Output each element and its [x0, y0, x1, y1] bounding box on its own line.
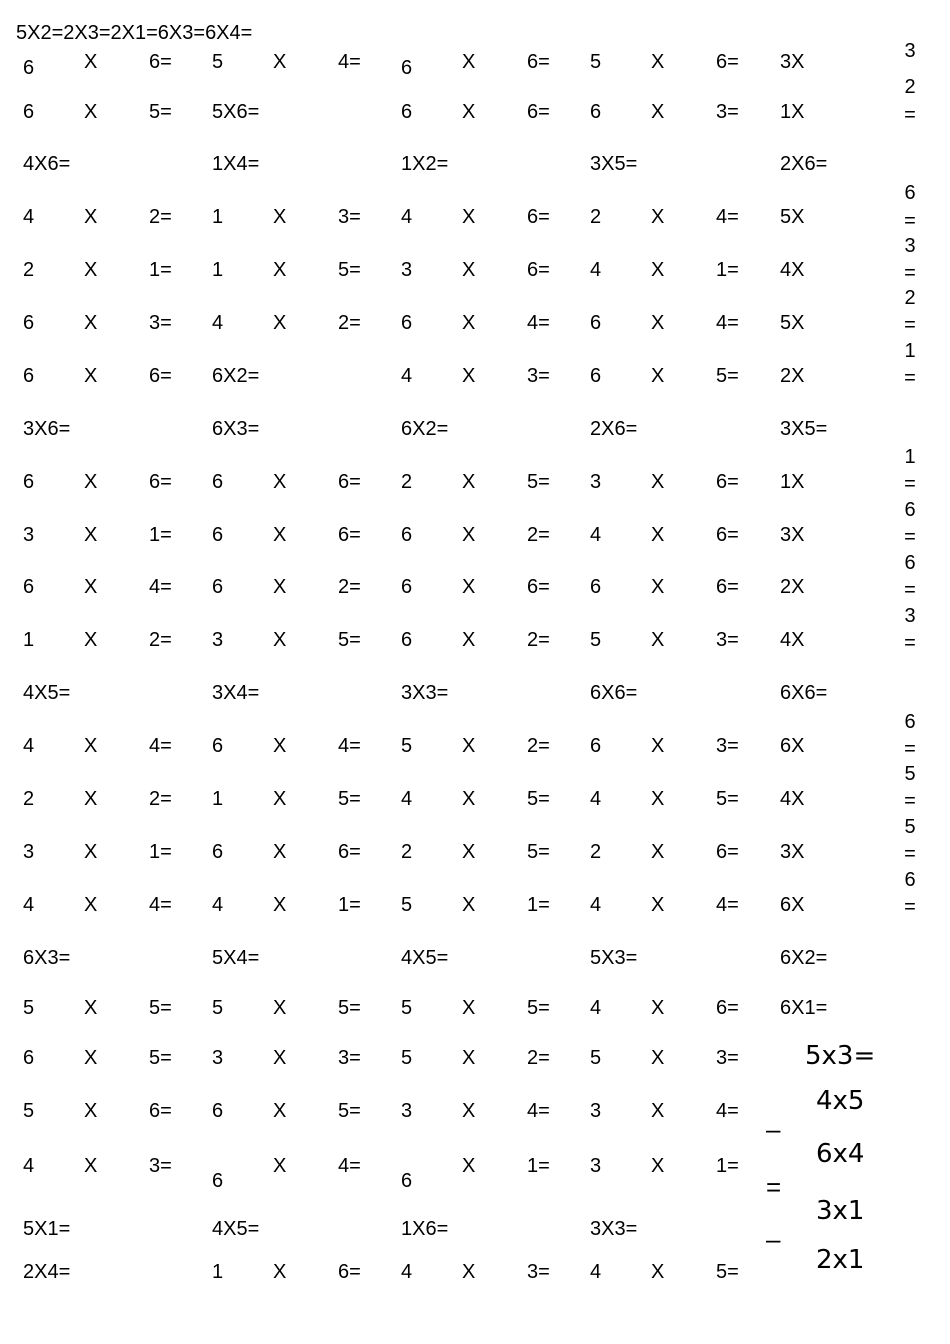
times-sign: X	[651, 997, 665, 1019]
problem-operand: 6	[23, 365, 35, 387]
problem-expression: 6X	[780, 735, 805, 757]
times-sign: X	[462, 1155, 476, 1177]
problem-result: 3=	[527, 1261, 550, 1283]
problem-result: 6=	[527, 51, 550, 73]
problem-expression: 1X4=	[212, 153, 260, 175]
times-sign: X	[651, 259, 665, 281]
times-sign: X	[84, 1047, 98, 1069]
problem-result: 3=	[716, 735, 739, 757]
problem-expression: 3X3=	[401, 682, 449, 704]
problem-result: 4=	[716, 312, 739, 334]
times-sign: X	[651, 735, 665, 757]
problem-expression: 4X5=	[401, 947, 449, 969]
problem-result: 5=	[527, 841, 550, 863]
problem-operand: 4	[401, 206, 413, 228]
times-sign: X	[462, 997, 476, 1019]
problem-operand: 5	[212, 51, 224, 73]
problem-operand: 5	[590, 1047, 602, 1069]
times-sign: X	[273, 576, 287, 598]
times-sign: X	[462, 51, 476, 73]
problem-expression: 6X3=	[212, 418, 260, 440]
times-sign: X	[84, 576, 98, 598]
problem-result: 1=	[149, 524, 172, 546]
times-sign: X	[84, 1155, 98, 1177]
problem-operand: 6	[401, 101, 413, 123]
right-column-text: 3	[904, 235, 916, 257]
problem-expression: 3X	[780, 51, 805, 73]
problem-result: 2=	[527, 629, 550, 651]
problem-operand: 6	[590, 312, 602, 334]
problem-operand: 2	[590, 206, 602, 228]
problem-expression: 6X3=	[23, 947, 71, 969]
problem-operand: 5	[401, 894, 413, 916]
problem-operand: 2	[23, 788, 35, 810]
times-sign: X	[273, 206, 287, 228]
problem-result: 6=	[716, 576, 739, 598]
problem-expression: 2X	[780, 365, 805, 387]
bottom-right-item: 4x5	[816, 1086, 865, 1116]
bottom-right-item: 5x3=	[805, 1041, 876, 1071]
problem-result: 6=	[149, 365, 172, 387]
problem-operand: 6	[590, 365, 602, 387]
times-sign: X	[84, 629, 98, 651]
problem-result: 4=	[149, 894, 172, 916]
problem-operand: 4	[590, 524, 602, 546]
right-column-text: =	[904, 314, 916, 336]
right-column-text: =	[904, 843, 916, 865]
problem-result: 6=	[716, 997, 739, 1019]
right-column-text: =	[904, 896, 916, 918]
problem-result: 5=	[338, 997, 361, 1019]
problem-result: 5=	[338, 629, 361, 651]
problem-operand: 4	[590, 259, 602, 281]
times-sign: X	[462, 1261, 476, 1283]
problem-expression: 6X6=	[780, 682, 828, 704]
problem-operand: 3	[590, 1100, 602, 1122]
problem-expression: 5X1=	[23, 1218, 71, 1240]
problem-operand: 3	[212, 1047, 224, 1069]
times-sign: X	[651, 1261, 665, 1283]
times-sign: X	[651, 576, 665, 598]
times-sign: X	[273, 788, 287, 810]
problem-result: 4=	[716, 894, 739, 916]
times-sign: X	[651, 788, 665, 810]
times-sign: X	[651, 471, 665, 493]
problem-operand: 6	[401, 57, 413, 79]
problem-result: 4=	[716, 206, 739, 228]
right-column-text: 6	[904, 869, 916, 891]
problem-expression: 4X6=	[23, 153, 71, 175]
problem-result: 6=	[338, 471, 361, 493]
problem-result: 3=	[527, 365, 550, 387]
problem-operand: 3	[590, 471, 602, 493]
times-sign: X	[84, 894, 98, 916]
times-sign: X	[462, 365, 476, 387]
problem-expression: 5X4=	[212, 947, 260, 969]
problem-operand: 6	[23, 471, 35, 493]
problem-expression: 2X4=	[23, 1261, 71, 1283]
times-sign: X	[273, 471, 287, 493]
problem-operand: 2	[401, 471, 413, 493]
problem-result: 5=	[527, 471, 550, 493]
problem-result: 4=	[716, 1100, 739, 1122]
problem-result: 3=	[149, 1155, 172, 1177]
problem-operand: 4	[590, 997, 602, 1019]
problem-result: 6=	[527, 576, 550, 598]
problem-result: 1=	[527, 1155, 550, 1177]
times-sign: X	[84, 997, 98, 1019]
problem-result: 6=	[338, 1261, 361, 1283]
times-sign: X	[651, 51, 665, 73]
problem-operand: 6	[212, 576, 224, 598]
times-sign: X	[273, 1155, 287, 1177]
problem-result: 4=	[149, 735, 172, 757]
problem-expression: 4X	[780, 629, 805, 651]
problem-result: 5=	[527, 997, 550, 1019]
problem-expression: 3X	[780, 524, 805, 546]
right-column-text: =	[904, 790, 916, 812]
problem-operand: 2	[590, 841, 602, 863]
problem-result: 5=	[716, 365, 739, 387]
problem-result: 3=	[716, 101, 739, 123]
problem-result: 3=	[338, 1047, 361, 1069]
problem-operand: 6	[212, 841, 224, 863]
problem-operand: 4	[23, 894, 35, 916]
problem-result: 1=	[527, 894, 550, 916]
times-sign: X	[462, 206, 476, 228]
times-sign: X	[462, 312, 476, 334]
problem-operand: 3	[23, 841, 35, 863]
problem-expression: 3X5=	[780, 418, 828, 440]
problem-result: 6=	[527, 259, 550, 281]
times-sign: X	[651, 894, 665, 916]
problem-operand: 4	[23, 206, 35, 228]
times-sign: X	[84, 206, 98, 228]
problem-result: 6=	[149, 1100, 172, 1122]
bottom-right-item: 6x4	[816, 1139, 865, 1169]
times-sign: X	[84, 259, 98, 281]
problem-result: 5=	[527, 788, 550, 810]
problem-expression: 2X6=	[590, 418, 638, 440]
times-sign: X	[84, 101, 98, 123]
problem-expression: 6X1=	[780, 997, 828, 1019]
bottom-right-mark: –	[766, 1114, 781, 1144]
problem-result: 5=	[149, 101, 172, 123]
times-sign: X	[273, 841, 287, 863]
problem-operand: 6	[401, 524, 413, 546]
right-column-text: =	[904, 738, 916, 760]
bottom-right-item: 3x1	[816, 1196, 865, 1226]
problem-operand: 6	[212, 1100, 224, 1122]
problem-expression: 4X	[780, 259, 805, 281]
problem-result: 6=	[527, 206, 550, 228]
problem-operand: 5	[212, 997, 224, 1019]
problem-result: 6=	[716, 471, 739, 493]
right-column-text: =	[904, 579, 916, 601]
times-sign: X	[273, 1047, 287, 1069]
problem-operand: 4	[212, 894, 224, 916]
times-sign: X	[273, 51, 287, 73]
problem-operand: 6	[401, 576, 413, 598]
right-column-text: 3	[904, 40, 916, 62]
problem-result: 4=	[338, 1155, 361, 1177]
problem-result: 2=	[149, 206, 172, 228]
right-column-text: 6	[904, 182, 916, 204]
times-sign: X	[462, 1047, 476, 1069]
problem-operand: 6	[23, 101, 35, 123]
problem-expression: 1X	[780, 101, 805, 123]
problem-expression: 1X6=	[401, 1218, 449, 1240]
problem-result: 3=	[149, 312, 172, 334]
right-column-text: =	[904, 526, 916, 548]
times-sign: X	[273, 312, 287, 334]
problem-result: 2=	[338, 576, 361, 598]
times-sign: X	[462, 629, 476, 651]
problem-operand: 1	[212, 1261, 224, 1283]
problem-expression: 6X6=	[590, 682, 638, 704]
problem-result: 3=	[716, 629, 739, 651]
right-column-text: 1	[904, 340, 916, 362]
problem-operand: 5	[590, 629, 602, 651]
problem-result: 1=	[716, 259, 739, 281]
problem-operand: 5	[590, 51, 602, 73]
problem-result: 5=	[716, 788, 739, 810]
problem-expression: 4X	[780, 788, 805, 810]
times-sign: X	[651, 1047, 665, 1069]
right-column-text: 3	[904, 605, 916, 627]
problem-operand: 4	[590, 788, 602, 810]
bottom-right-mark: –	[766, 1224, 781, 1254]
problem-operand: 4	[401, 365, 413, 387]
right-column-text: 2	[904, 76, 916, 98]
problem-operand: 2	[23, 259, 35, 281]
times-sign: X	[273, 259, 287, 281]
problem-result: 2=	[149, 788, 172, 810]
problem-operand: 4	[401, 1261, 413, 1283]
times-sign: X	[462, 101, 476, 123]
problem-operand: 6	[23, 576, 35, 598]
times-sign: X	[462, 1100, 476, 1122]
right-column-text: =	[904, 473, 916, 495]
right-column-text: 6	[904, 499, 916, 521]
times-sign: X	[84, 524, 98, 546]
times-sign: X	[84, 471, 98, 493]
right-column-text: =	[904, 210, 916, 232]
times-sign: X	[462, 576, 476, 598]
problem-operand: 4	[23, 1155, 35, 1177]
problem-operand: 6	[401, 312, 413, 334]
times-sign: X	[84, 51, 98, 73]
problem-result: 6=	[338, 841, 361, 863]
times-sign: X	[462, 735, 476, 757]
times-sign: X	[651, 206, 665, 228]
problem-expression: 3X3=	[590, 1218, 638, 1240]
problem-expression: 1X2=	[401, 153, 449, 175]
problem-expression: 6X	[780, 894, 805, 916]
problem-result: 3=	[338, 206, 361, 228]
times-sign: X	[84, 312, 98, 334]
problem-result: 2=	[527, 524, 550, 546]
problem-expression: 6X2=	[780, 947, 828, 969]
problem-expression: 5X	[780, 312, 805, 334]
times-sign: X	[462, 788, 476, 810]
problem-result: 5=	[338, 788, 361, 810]
times-sign: X	[84, 788, 98, 810]
problem-operand: 5	[401, 735, 413, 757]
times-sign: X	[651, 524, 665, 546]
times-sign: X	[462, 524, 476, 546]
problem-result: 4=	[338, 51, 361, 73]
problem-result: 5=	[716, 1261, 739, 1283]
times-sign: X	[84, 735, 98, 757]
problem-result: 6=	[527, 101, 550, 123]
problem-result: 4=	[149, 576, 172, 598]
problem-expression: 3X6=	[23, 418, 71, 440]
problem-operand: 6	[401, 629, 413, 651]
problem-result: 6=	[716, 51, 739, 73]
problem-result: 1=	[149, 259, 172, 281]
problem-operand: 4	[212, 312, 224, 334]
times-sign: X	[651, 101, 665, 123]
times-sign: X	[84, 365, 98, 387]
problem-operand: 3	[23, 524, 35, 546]
problem-operand: 6	[212, 471, 224, 493]
problem-expression: 4X5=	[23, 682, 71, 704]
problem-operand: 5	[23, 1100, 35, 1122]
times-sign: X	[462, 841, 476, 863]
problem-result: 6=	[338, 524, 361, 546]
times-sign: X	[273, 1100, 287, 1122]
right-column-text: 6	[904, 711, 916, 733]
problem-result: 5=	[149, 997, 172, 1019]
problem-result: 4=	[338, 735, 361, 757]
problem-result: 2=	[149, 629, 172, 651]
problem-operand: 6	[23, 1047, 35, 1069]
problem-result: 1=	[149, 841, 172, 863]
problem-operand: 4	[23, 735, 35, 757]
problem-operand: 2	[401, 841, 413, 863]
times-sign: X	[273, 629, 287, 651]
times-sign: X	[273, 1261, 287, 1283]
problem-expression: 3X4=	[212, 682, 260, 704]
problem-operand: 4	[590, 1261, 602, 1283]
problem-operand: 5	[401, 1047, 413, 1069]
problem-result: 5=	[338, 259, 361, 281]
right-column-text: 1	[904, 446, 916, 468]
problem-result: 1=	[716, 1155, 739, 1177]
problem-expression: 6X2=	[401, 418, 449, 440]
times-sign: X	[273, 735, 287, 757]
problem-expression: 1X	[780, 471, 805, 493]
right-column-text: =	[904, 262, 916, 284]
times-sign: X	[651, 841, 665, 863]
header-line: 5X2=2X3=2X1=6X3=6X4=	[16, 22, 253, 44]
right-column-text: 6	[904, 552, 916, 574]
times-sign: X	[273, 524, 287, 546]
times-sign: X	[84, 1100, 98, 1122]
problem-result: 4=	[527, 312, 550, 334]
bottom-right-mark: =	[766, 1172, 782, 1202]
problem-operand: 3	[590, 1155, 602, 1177]
problem-operand: 3	[401, 1100, 413, 1122]
problem-expression: 2X	[780, 576, 805, 598]
problem-operand: 6	[212, 1170, 224, 1192]
problem-result: 5=	[338, 1100, 361, 1122]
problem-operand: 4	[401, 788, 413, 810]
problem-result: 2=	[527, 735, 550, 757]
times-sign: X	[462, 894, 476, 916]
problem-result: 4=	[527, 1100, 550, 1122]
problem-operand: 6	[212, 735, 224, 757]
right-column-text: =	[904, 632, 916, 654]
right-column-text: =	[904, 104, 916, 126]
problem-result: 6=	[149, 471, 172, 493]
times-sign: X	[84, 841, 98, 863]
problem-operand: 1	[212, 206, 224, 228]
problem-operand: 6	[23, 312, 35, 334]
problem-operand: 1	[212, 259, 224, 281]
problem-operand: 6	[401, 1170, 413, 1192]
problem-operand: 5	[23, 997, 35, 1019]
problem-result: 2=	[338, 312, 361, 334]
problem-operand: 3	[401, 259, 413, 281]
problem-result: 5=	[149, 1047, 172, 1069]
problem-operand: 6	[23, 57, 35, 79]
times-sign: X	[651, 365, 665, 387]
problem-operand: 1	[212, 788, 224, 810]
problem-operand: 1	[23, 629, 35, 651]
problem-expression: 5X3=	[590, 947, 638, 969]
problem-expression: 5X	[780, 206, 805, 228]
problem-operand: 4	[590, 894, 602, 916]
right-column-text: 2	[904, 287, 916, 309]
problem-result: 6=	[149, 51, 172, 73]
problem-result: 6=	[716, 524, 739, 546]
problem-result: 1=	[338, 894, 361, 916]
times-sign: X	[273, 894, 287, 916]
problem-result: 6=	[716, 841, 739, 863]
problem-operand: 6	[590, 576, 602, 598]
problem-expression: 2X6=	[780, 153, 828, 175]
times-sign: X	[651, 1100, 665, 1122]
problem-operand: 5	[401, 997, 413, 1019]
problem-operand: 6	[590, 101, 602, 123]
problem-operand: 6	[212, 524, 224, 546]
right-column-text: 5	[904, 763, 916, 785]
bottom-right-item: 2x1	[816, 1245, 865, 1275]
problem-operand: 6	[590, 735, 602, 757]
times-sign: X	[462, 259, 476, 281]
problem-expression: 3X	[780, 841, 805, 863]
problem-operand: 3	[212, 629, 224, 651]
problem-expression: 4X5=	[212, 1218, 260, 1240]
right-column-text: =	[904, 367, 916, 389]
times-sign: X	[651, 1155, 665, 1177]
problem-result: 2=	[527, 1047, 550, 1069]
times-sign: X	[651, 629, 665, 651]
times-sign: X	[273, 997, 287, 1019]
problem-expression: 3X5=	[590, 153, 638, 175]
right-column-text: 5	[904, 816, 916, 838]
problem-result: 3=	[716, 1047, 739, 1069]
problem-expression: 5X6=	[212, 101, 260, 123]
problem-expression: 6X2=	[212, 365, 260, 387]
times-sign: X	[651, 312, 665, 334]
times-sign: X	[462, 471, 476, 493]
